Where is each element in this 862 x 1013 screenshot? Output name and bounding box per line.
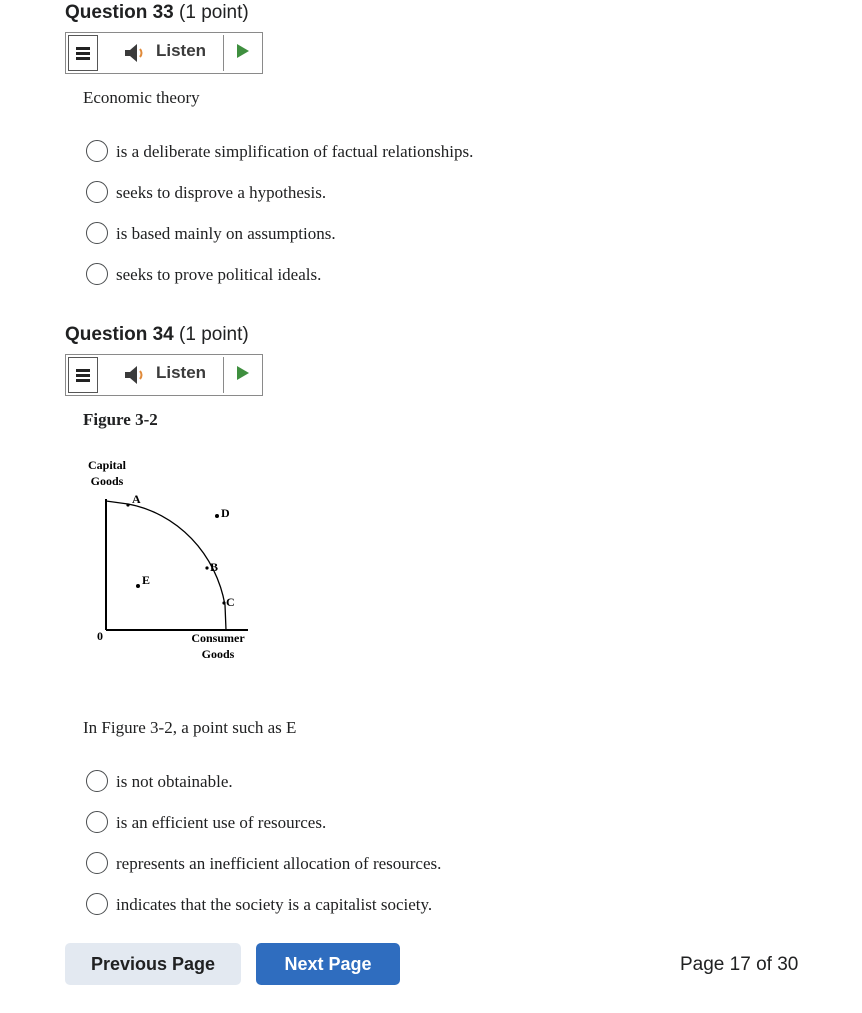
speaker-icon [124, 43, 148, 63]
play-icon [236, 43, 250, 59]
x-axis-label: Consumer [191, 631, 245, 645]
question-points: (1 point) [179, 2, 249, 23]
point-d-marker [215, 514, 219, 518]
radio-button[interactable] [86, 852, 108, 874]
listen-toolbar [65, 32, 263, 74]
play-button[interactable] [230, 35, 260, 71]
origin-label: 0 [97, 629, 103, 643]
option-label[interactable]: seeks to disprove a hypothesis. [116, 183, 327, 202]
listen-button[interactable] [102, 35, 224, 71]
question-number: Question 33 [65, 2, 174, 23]
figure-title: Figure 3-2 [83, 410, 158, 429]
radio-button[interactable] [86, 811, 108, 833]
question-33-stem: Economic theory [83, 88, 200, 107]
option-label[interactable]: indicates that the society is a capitalist society. [116, 895, 433, 914]
ppf-curve [106, 501, 226, 630]
menu-icon [76, 369, 90, 382]
play-button[interactable] [230, 357, 260, 393]
option-label[interactable]: represents an inefficient allocation of resources. [116, 854, 442, 873]
point-b-marker [205, 566, 208, 569]
point-e-marker [136, 584, 140, 588]
question-34-stem: In Figure 3-2, a point such as E [83, 718, 297, 737]
option-label[interactable]: is an efficient use of resources. [116, 813, 327, 832]
previous-page-button[interactable]: Previous Page [65, 943, 241, 985]
radio-button[interactable] [86, 181, 108, 203]
question-number: Question 34 [65, 324, 174, 345]
menu-button[interactable] [68, 357, 98, 393]
option-label[interactable]: is not obtainable. [116, 772, 233, 791]
play-icon [236, 365, 250, 381]
y-axis-label: Capital [87, 458, 127, 472]
speaker-icon [124, 365, 148, 385]
listen-toolbar [65, 354, 263, 396]
point-e-label: E [142, 573, 151, 587]
x-axis-label: Goods [201, 647, 235, 661]
radio-button[interactable] [86, 893, 108, 915]
point-a-label: A [132, 492, 141, 506]
option-label[interactable]: is a deliberate simplification of factual relationships. [116, 142, 474, 161]
y-axis-label: Goods [90, 474, 124, 488]
menu-icon [76, 47, 90, 60]
listen-label: Listen [156, 363, 207, 382]
page-indicator: Page 17 of 30 [680, 954, 799, 975]
radio-button[interactable] [86, 263, 108, 285]
point-c-label: C [226, 595, 235, 609]
ppf-figure [80, 455, 270, 665]
radio-button[interactable] [86, 222, 108, 244]
option-label[interactable]: is based mainly on assumptions. [116, 224, 336, 243]
listen-label: Listen [156, 41, 207, 60]
question-34-title [65, 324, 249, 346]
next-page-button[interactable]: Next Page [256, 943, 400, 985]
radio-button[interactable] [86, 770, 108, 792]
point-a-marker [126, 503, 129, 506]
point-b-label: B [210, 560, 219, 574]
point-d-label: D [221, 506, 230, 520]
question-points: (1 point) [179, 324, 249, 345]
option-label[interactable]: seeks to prove political ideals. [116, 265, 322, 284]
radio-button[interactable] [86, 140, 108, 162]
question-33-title [65, 2, 249, 24]
listen-button[interactable] [102, 357, 224, 393]
menu-button[interactable] [68, 35, 98, 71]
